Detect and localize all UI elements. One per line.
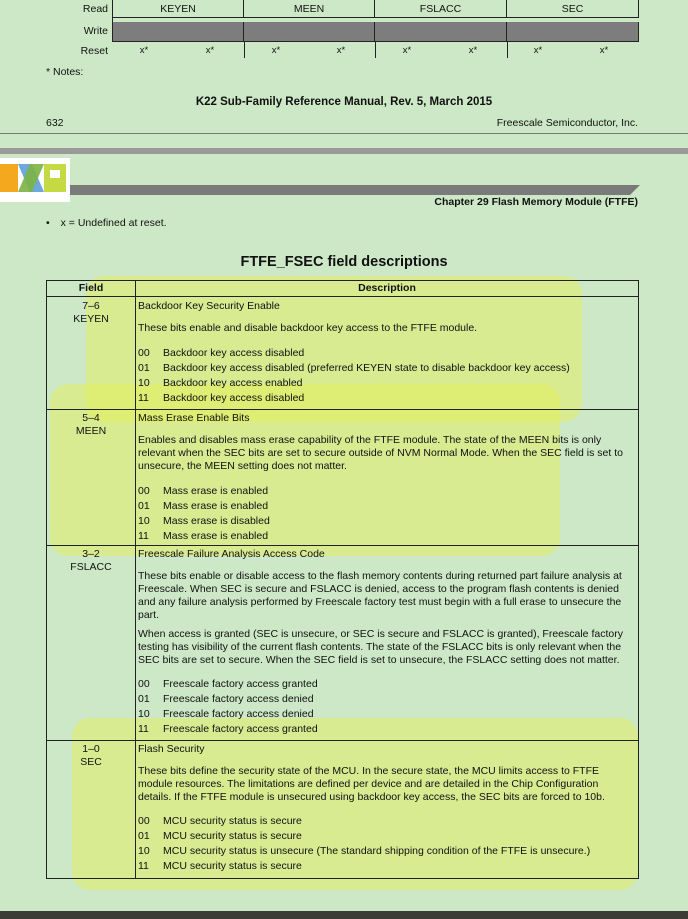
description-title: Flash Security (138, 743, 205, 755)
code-text: Mass erase is disabled (163, 515, 270, 527)
code-value: 11 (138, 530, 149, 542)
header-bar-shape (70, 185, 640, 195)
page-break-rule (0, 133, 688, 134)
field-name: MEEN (75, 425, 107, 437)
bottom-bar (0, 911, 688, 919)
code-entry (138, 829, 633, 844)
field-fslacc (47, 548, 135, 574)
code-value: 01 (138, 830, 150, 842)
nxp-logo-icon (0, 158, 70, 202)
nxp-logo (0, 158, 70, 202)
code-entry (138, 361, 633, 376)
header-bar (70, 182, 640, 192)
bullet: • (46, 217, 50, 229)
code-text: Mass erase is enabled (163, 530, 269, 542)
description-keyen (138, 300, 633, 406)
register-write-cell (113, 22, 244, 42)
row-label-write: Write (83, 25, 108, 37)
register-field-keyen: KEYEN (113, 0, 244, 18)
field-bits: 3–2 (82, 548, 100, 560)
row-separator (47, 545, 638, 546)
code-entry (138, 514, 633, 529)
code-entry (138, 677, 633, 692)
code-entry (138, 722, 633, 737)
footer-page-number: 632 (46, 117, 64, 129)
field-name: FSLACC (70, 561, 112, 573)
code-entry (138, 484, 633, 499)
code-entry (138, 346, 633, 361)
header-description: Description (358, 282, 416, 294)
code-entry (138, 707, 633, 722)
footer-title: K22 Sub-Family Reference Manual, Rev. 5, March 2015 (195, 96, 493, 108)
code-text: MCU security status is secure (163, 830, 302, 842)
code-text: Backdoor key access disabled (163, 392, 305, 404)
code-value: 10 (138, 708, 150, 720)
reset-value: x* (205, 45, 215, 56)
code-value: 00 (138, 347, 150, 359)
description-title: Freescale Failure Analysis Access Code (138, 548, 325, 560)
code-entry (138, 499, 633, 514)
header-field: Field (78, 282, 104, 294)
code-text: Mass erase is enabled (163, 485, 269, 497)
field-keyen (47, 300, 135, 326)
code-value: 01 (138, 500, 150, 512)
row-separator (47, 409, 638, 410)
description-paragraph: Enables and disables mass erase capability of the FTFE module. The state of the MEEN bits is only relevant when the SEC bits are set to secure outside of NVM Normal Mode. When the SEC field is set to unsecure, the MEEN setting does not matter. (138, 434, 623, 472)
field-description-table (46, 280, 639, 879)
description-fslacc (138, 548, 633, 737)
register-diagram (0, 0, 688, 60)
reset-value: x* (468, 45, 478, 56)
description-paragraph: These bits enable and disable backdoor key access to the FTFE module. (138, 322, 478, 334)
code-value: 11 (138, 723, 149, 735)
code-value: 10 (138, 515, 150, 527)
field-sec (47, 743, 135, 769)
code-value: 11 (138, 860, 149, 872)
code-entry (138, 844, 633, 859)
code-value: 01 (138, 693, 150, 705)
code-entry (138, 692, 633, 707)
row-label-reset: Reset (80, 45, 108, 57)
register-write-cell (244, 22, 375, 42)
field-meen (47, 412, 135, 438)
field-bits: 1–0 (82, 743, 100, 755)
notes-label: * Notes: (46, 66, 84, 78)
code-text: MCU security status is secure (163, 815, 302, 827)
code-value: 00 (138, 815, 150, 827)
table-title: FTFE_FSEC field descriptions (240, 254, 448, 270)
reset-value: x* (271, 45, 281, 56)
code-entry (138, 391, 633, 406)
description-paragraph: These bits enable or disable access to the flash memory contents during returned part failure analysis at Freescale. When SEC is secure and FSLACC is denied, access to the program flash contents is denied and any failure analysis performed by Freescale factory test must begin with a full erase to unsecure the part. (138, 570, 622, 621)
code-value: 11 (138, 392, 149, 404)
description-title: Mass Erase Enable Bits (138, 412, 250, 424)
code-value: 01 (138, 362, 150, 374)
row-separator (47, 740, 638, 741)
reset-value: x* (336, 45, 346, 56)
code-text: Backdoor key access enabled (163, 377, 303, 389)
description-sec (138, 743, 633, 874)
reset-value: x* (533, 45, 543, 56)
undefined-note-text: x = Undefined at reset. (60, 217, 167, 229)
code-text: MCU security status is unsecure (The standard shipping condition of the FTFE is unsecure.) (163, 845, 591, 857)
code-text: Backdoor key access disabled (163, 347, 305, 359)
code-entry (138, 859, 633, 874)
code-value: 10 (138, 377, 150, 389)
description-paragraph: When access is granted (SEC is unsecure, or SEC is secure and FSLACC is granted), Freescale factory testing has visibility of the current flash contents. The state of the FSLACC bits is only relevant when the SEC bits are set to secure. When the SEC field is set to unsecure, the FSLACC setting does not matter. (138, 628, 623, 666)
code-value: 10 (138, 845, 150, 857)
code-entry (138, 814, 633, 829)
field-name: KEYEN (73, 313, 109, 325)
register-write-cell (507, 22, 639, 42)
code-text: Freescale factory access denied (163, 708, 314, 720)
description-title: Backdoor Key Security Enable (138, 300, 280, 312)
code-text: MCU security status is secure (163, 860, 302, 872)
register-write-cell (375, 22, 507, 42)
code-value: 00 (138, 485, 150, 497)
code-entry (138, 529, 633, 544)
reset-divider (244, 42, 245, 58)
description-meen (138, 412, 633, 544)
description-paragraph: These bits define the security state of the MCU. In the secure state, the MCU limits access to FTFE module resources. The limitations are defined per device and are detailed in the Chip Configuration details. If the FTFE module is unsecured using backdoor key access, the SEC bits are forced to 10b. (138, 765, 605, 803)
undefined-note (46, 217, 167, 229)
code-text: Freescale factory access denied (163, 693, 314, 705)
code-entry (138, 376, 633, 391)
code-text: Backdoor key access disabled (preferred KEYEN state to disable backdoor key access) (163, 362, 570, 374)
register-field-meen: MEEN (244, 0, 375, 18)
reset-value: x* (139, 45, 149, 56)
footer-company: Freescale Semiconductor, Inc. (496, 117, 638, 129)
reset-value: x* (402, 45, 412, 56)
page-gap-bar (0, 148, 688, 154)
column-separator (135, 281, 136, 878)
code-value: 00 (138, 678, 150, 690)
field-name: SEC (80, 756, 102, 768)
chapter-title: Chapter 29 Flash Memory Module (FTFE) (434, 196, 638, 208)
code-text: Mass erase is enabled (163, 500, 269, 512)
code-text: Freescale factory access granted (163, 723, 318, 735)
field-bits: 5–4 (82, 412, 100, 424)
reset-value: x* (599, 45, 609, 56)
row-label-read: Read (82, 3, 108, 15)
code-text: Freescale factory access granted (163, 678, 318, 690)
register-field-fslacc: FSLACC (375, 0, 507, 18)
reset-divider (375, 42, 376, 58)
field-bits: 7–6 (82, 300, 100, 312)
register-field-sec: SEC (507, 0, 639, 18)
reset-divider (507, 42, 508, 58)
